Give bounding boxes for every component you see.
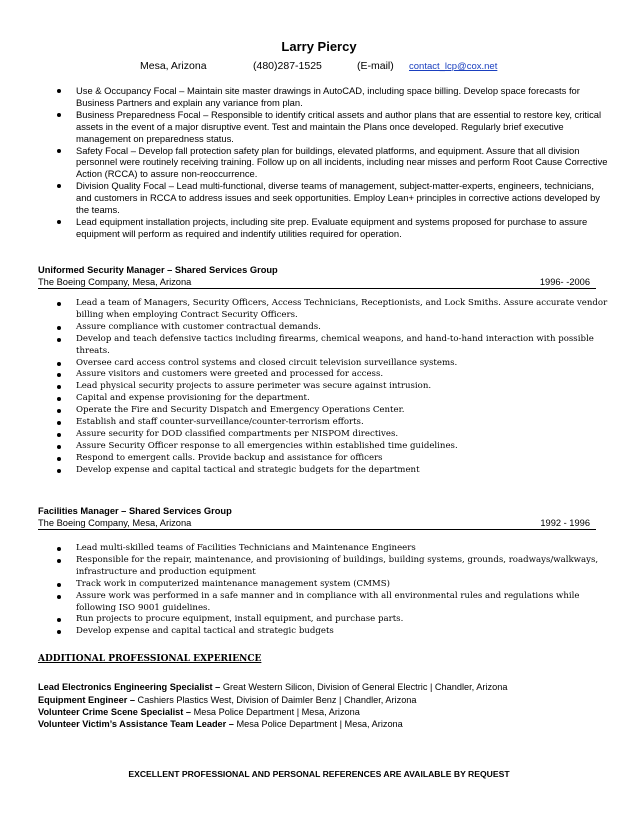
list-item: Assure work was performed in a safe manner and in compliance with all environmental rules and regulations while following ISO 9001 guidelines.: [0, 591, 638, 615]
city: Mesa, Arizona: [140, 60, 207, 72]
bullet-icon: [57, 326, 61, 330]
list-item: Business Preparedness Focal – Responsible to identify critical assets and author plans that are essential to restore key, critical assets in the event of a major disruptive event. Test and maintain the Plans once developed. Regularly brief executive management on preparedness status.: [0, 109, 638, 145]
list-item: Use & Occupancy Focal – Maintain site master drawings in AutoCAD, including space billing. Develop space forecasts for Business Partners and explain any variance from plan.: [0, 85, 638, 109]
list-item: Safety Focal – Develop fall protection safety plan for buildings, elevated platforms, and equipment. Assure that all division personnel were routinely receiving training. Follow up on all incidents, including near misses and perform Root Cause Corrective Action (RCCA) to assure non-reoccurrence.: [0, 145, 638, 181]
list-item: Establish and staff counter-surveillance/counter-terrorism efforts.: [0, 417, 638, 429]
list-item: Division Quality Focal – Lead multi-functional, diverse teams of management, subject-matter-experts, engineers, technicians, and customers in RCCA to address issues and seek opportunities. Employ Lean+ principles in corrective actions developed by the teams.: [0, 180, 638, 216]
job1-list: [0, 298, 638, 477]
bullet-icon: [57, 373, 61, 377]
references-note: EXCELLENT PROFESSIONAL AND PERSONAL REFERENCES ARE AVAILABLE BY REQUEST: [128, 769, 510, 779]
list-item: Assure compliance with customer contractual demands.: [0, 322, 638, 334]
additional-heading: ADDITIONAL PROFESSIONAL EXPERIENCE: [38, 654, 262, 664]
job2-list: [0, 543, 638, 638]
bullet-icon: [57, 385, 61, 389]
email-link[interactable]: contact_lcp@cox.net: [409, 61, 498, 72]
phone: (480)287-1525: [253, 60, 322, 72]
bullet-icon: [57, 409, 61, 413]
summary-list: [0, 85, 638, 240]
job-years: 1992 - 1996: [540, 518, 590, 528]
list-item: Lead a team of Managers, Security Officers, Access Technicians, Receptionists, and Lock Smiths. Assure accurate vendor billing when employing Contract Security Officers.: [0, 298, 638, 322]
bullet-icon: [57, 583, 61, 587]
bullet-icon: [57, 184, 61, 188]
bullet-icon: [57, 630, 61, 634]
bullet-icon: [57, 149, 61, 153]
list-item: Responsible for the repair, maintenance, and provisioning of buildings, building systems, grounds, roadways/walkways, infrastructure and production equipment: [0, 555, 638, 579]
bullet-icon: [57, 302, 61, 306]
list-item: Capital and expense provisioning for the department.: [0, 393, 638, 405]
list-item: Lead equipment installation projects, including site prep. Evaluate equipment and systems proposed for purchase to assure equipment will perform as required and indentify utilities required for operation.: [0, 216, 638, 240]
bullet-icon: [57, 445, 61, 449]
list-item: Assure security for DOD classified compartments per NISPOM directives.: [0, 429, 638, 441]
bullet-icon: [57, 547, 61, 551]
bullet-icon: [57, 397, 61, 401]
list-item: Assure visitors and customers were greeted and processed for access.: [0, 369, 638, 381]
bullet-icon: [57, 457, 61, 461]
list-item: Develop expense and capital tactical and strategic budgets: [0, 626, 638, 638]
additional-item: Lead Electronics Engineering Specialist – Great Western Silicon, Division of General Electric | Chandler, Arizona: [38, 682, 508, 692]
bullet-icon: [57, 89, 61, 93]
bullet-icon: [57, 338, 61, 342]
bullet-icon: [57, 618, 61, 622]
job-company-line: [38, 517, 596, 530]
candidate-name: Larry Piercy: [281, 39, 357, 54]
list-item: Respond to emergent calls. Provide backup and assistance for officers: [0, 453, 638, 465]
job-title: Facilities Manager – Shared Services Group: [38, 506, 232, 516]
bullet-icon: [57, 559, 61, 563]
list-item: Oversee card access control systems and closed circuit television surveillance systems.: [0, 358, 638, 370]
additional-item: Equipment Engineer – Cashiers Plastics West, Division of Daimler Benz | Chandler, Arizona: [38, 695, 417, 705]
list-item: Develop and teach defensive tactics including firearms, chemical weapons, and hand-to-hand interaction with possible threats.: [0, 334, 638, 358]
list-item: Track work in computerized maintenance management system (CMMS): [0, 579, 638, 591]
additional-item: Volunteer Crime Scene Specialist – Mesa Police Department | Mesa, Arizona: [38, 707, 360, 717]
bullet-icon: [57, 362, 61, 366]
list-item: Run projects to procure equipment, install equipment, and purchase parts.: [0, 614, 638, 626]
job-title: Uniformed Security Manager – Shared Services Group: [38, 265, 278, 275]
bullet-icon: [57, 113, 61, 117]
job-company: The Boeing Company, Mesa, Arizona: [38, 518, 192, 528]
job-years: 1996- -2006: [539, 277, 590, 287]
contact-line: [0, 60, 638, 74]
list-item: Operate the Fire and Security Dispatch and Emergency Operations Center.: [0, 405, 638, 417]
bullet-icon: [57, 421, 61, 425]
job-company-line: [38, 276, 596, 289]
bullet-icon: [57, 433, 61, 437]
bullet-icon: [57, 595, 61, 599]
bullet-icon: [57, 469, 61, 473]
bullet-icon: [57, 220, 61, 224]
list-item: Assure Security Officer response to all emergencies within established time guidelines.: [0, 441, 638, 453]
list-item: Lead physical security projects to assure perimeter was secure against intrusion.: [0, 381, 638, 393]
list-item: Lead multi-skilled teams of Facilities Technicians and Maintenance Engineers: [0, 543, 638, 555]
email-label: (E-mail): [357, 60, 394, 72]
additional-item: Volunteer Victim’s Assistance Team Leader – Mesa Police Department | Mesa, Arizona: [38, 719, 403, 729]
list-item: Develop expense and capital tactical and strategic budgets for the department: [0, 465, 638, 477]
job-company: The Boeing Company, Mesa, Arizona: [38, 277, 192, 287]
